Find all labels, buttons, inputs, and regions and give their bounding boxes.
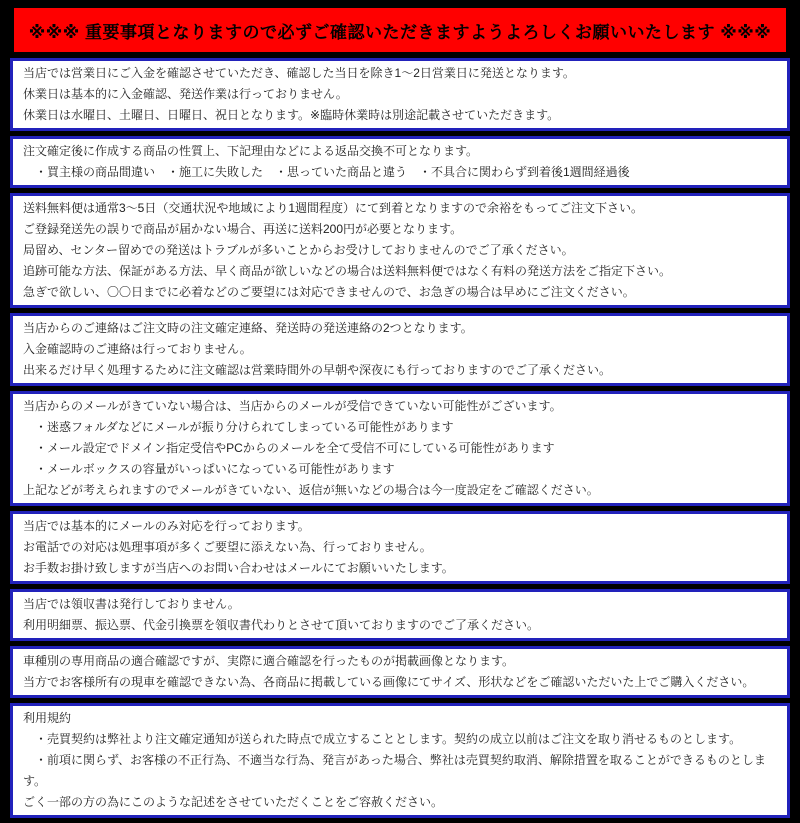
notice-line: 当店からのメールがきていない場合は、当店からのメールが受信できていない可能性がございます。 <box>23 399 562 413</box>
notice-line: 入金確認時のご連絡は行っておりません。 <box>23 342 252 356</box>
notice-line: 送料無料便は通常3〜5日（交通状況や地域により1週間程度）にて到着となりますので余裕をもってご注文下さい。 <box>23 201 644 215</box>
notice-section-mail-delivery <box>10 391 790 506</box>
notice-section-returns <box>10 136 790 188</box>
notice-line: 上記などが考えられますのでメールがきていない、返信が無いなどの場合は今一度設定をご確認ください。 <box>23 483 599 497</box>
notice-section-free-shipping <box>10 193 790 308</box>
notice-line: 出来るだけ早く処理するために注文確認は営業時間外の早朝や深夜にも行っておりますのでご了承ください。 <box>23 363 612 377</box>
notice-section-contact-timing <box>10 313 790 386</box>
notice-line: ・売買契約は弊社より注文確定通知が送られた時点で成立することとします。契約の成立以前はご注文を取り消せるものとします。 <box>23 732 742 746</box>
notice-section-vehicle-compatibility <box>10 646 790 698</box>
notice-line: 当方でお客様所有の現車を確認できない為、各商品に掲載している画像にてサイズ、形状などをご確認いただいた上でご購入ください。 <box>23 675 755 689</box>
notice-line: 追跡可能な方法、保証がある方法、早く商品が欲しいなどの場合は送料無料便ではなく有料の発送方法をご指定下さい。 <box>23 264 672 278</box>
notice-line: 車種別の専用商品の適合確認ですが、実際に適合確認を行ったものが掲載画像となります。 <box>23 654 515 668</box>
notice-line: お電話での対応は処理事項が多くご要望に添えない為、行っておりません。 <box>23 540 432 554</box>
important-notice-banner-text: ※※※ 重要事項となりますので必ずご確認いただきますようよろしくお願いいたします ※※※ <box>28 22 772 42</box>
notice-line: 当店からのご連絡はご注文時の注文確定連絡、発送時の発送連絡の2つとなります。 <box>23 321 473 335</box>
notice-line: 当店では営業日にご入金を確認させていただき、確認した当日を除き1〜2日営業日に発送となります。 <box>23 66 575 80</box>
notice-section-mail-only-support <box>10 511 790 584</box>
notice-line: ・迷惑フォルダなどにメールが振り分けられてしまっている可能性があります <box>23 420 454 434</box>
notice-line: 局留め、センター留めでの発送はトラブルが多いことからお受けしておりませんのでご了承ください。 <box>23 243 574 257</box>
notice-line: ご登録発送先の誤りで商品が届かない場合、再送に送料200円が必要となります。 <box>23 222 463 236</box>
notice-line: 休業日は水曜日、土曜日、日曜日、祝日となります。※臨時休業時は別途記載させていただきます。 <box>23 108 560 122</box>
notice-line: 利用明細票、振込票、代金引換票を領収書代わりとさせて頂いておりますのでご了承ください。 <box>23 618 540 632</box>
notice-line: 利用規約 <box>23 711 72 725</box>
notice-section-receipt <box>10 589 790 641</box>
notice-line: 当店では領収書は発行しておりません。 <box>23 597 240 611</box>
notice-line: ・メール設定でドメイン指定受信やPCからのメールを全て受信不可にしている可能性があります <box>23 441 555 455</box>
notice-line: ・前項に関らず、お客様の不正行為、不適当な行為、発言があった場合、弊社は売買契約取消、解除措置を取ることができるものとします。 <box>23 753 766 788</box>
notice-line: 休業日は基本的に入金確認、発送作業は行っておりません。 <box>23 87 348 101</box>
notice-section-terms-of-use <box>10 703 790 818</box>
important-notice-banner <box>14 8 786 52</box>
notice-line: お手数お掛け致しますが当店へのお問い合わせはメールにてお願いいたします。 <box>23 561 454 575</box>
notice-line: ・メールボックスの容量がいっぱいになっている可能性があります <box>23 462 395 476</box>
notice-line: 急ぎで欲しい、〇〇日までに必着などのご要望には対応できませんので、お急ぎの場合は早めにご注文ください。 <box>23 285 635 299</box>
notice-line: 注文確定後に作成する商品の性質上、下記理由などによる返品交換不可となります。 <box>23 144 479 158</box>
notice-line: ・買主様の商品間違い ・施工に失敗した ・思っていた商品と違う ・不具合に関わらず到着後1週間経過後 <box>23 165 630 179</box>
notice-line: 当店では基本的にメールのみ対応を行っております。 <box>23 519 310 533</box>
notice-line: ごく一部の方の為にこのような記述をさせていただくことをご容赦ください。 <box>23 795 444 809</box>
notice-section-shipping-schedule <box>10 58 790 131</box>
